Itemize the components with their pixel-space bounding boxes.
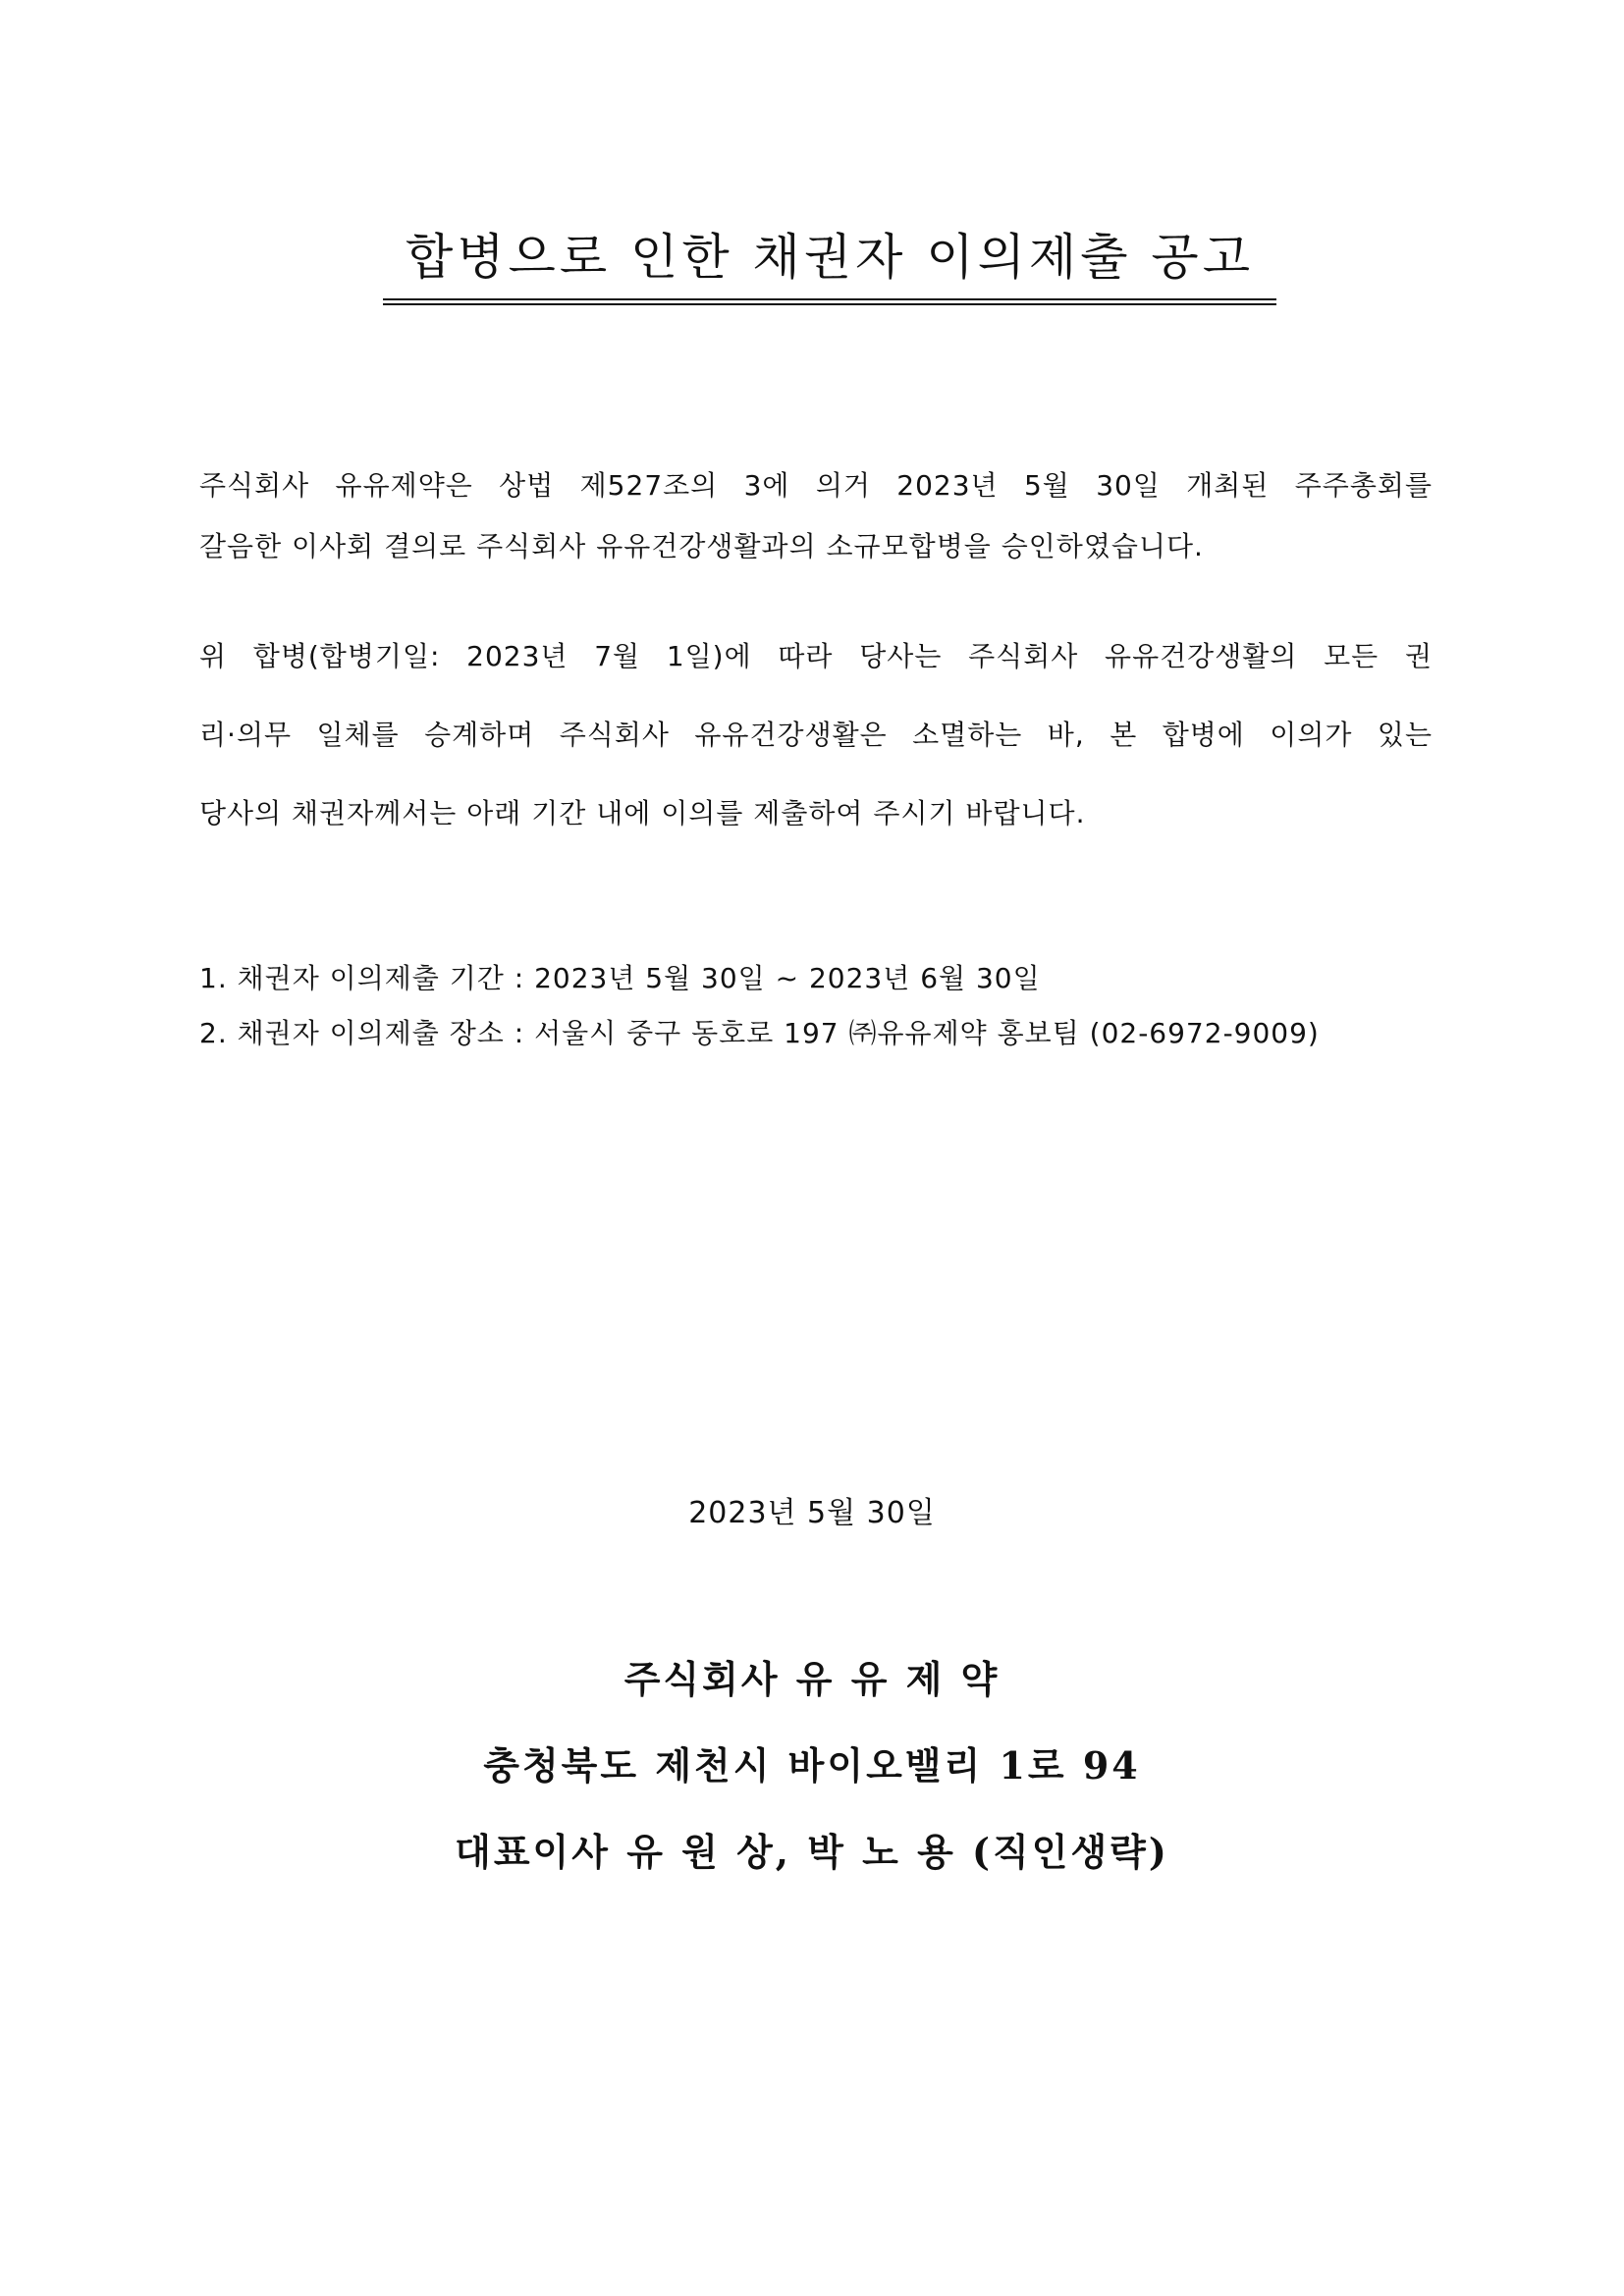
paragraph-line: 당사의 채권자께서는 아래 기간 내에 이의를 제출하여 주시기 바랍니다. — [199, 797, 1086, 829]
company-name: 주식회사 유 유 제 약 — [623, 1657, 1001, 1701]
objection-period-item: 1. 채권자 이의제출 기간 : 2023년 5월 30일 ~ 2023년 6월 30일 — [199, 962, 1041, 994]
paragraph-objection-request — [199, 636, 1433, 872]
paragraph-merger-approval — [199, 465, 1433, 587]
title-double-underline — [383, 298, 1276, 305]
objection-place-item: 2. 채권자 이의제출 장소 : 서울시 중구 동호로 197 ㈜유유제약 홍보팀 (02-6972-9009) — [199, 1017, 1320, 1049]
company-address: 충청북도 제천시 바이오밸리 1로 94 — [483, 1743, 1141, 1788]
page-title: 합병으로 인한 채권자 이의제출 공고 — [405, 229, 1255, 286]
notice-date: 2023년 5월 30일 — [688, 1496, 936, 1530]
objection-details-list — [199, 958, 1320, 1068]
paragraph-line: 리·의무 일체를 승계하며 주식회사 유유건강생활은 소멸하는 바, 본 합병에 이의가 있는 — [199, 719, 1433, 751]
paragraph-line: 주식회사 유유제약은 상법 제527조의 3에 의거 2023년 5월 30일 개최된 주주총회를 — [199, 469, 1433, 502]
representative-line: 대표이사 유 원 상, 박 노 용 (직인생략) — [455, 1830, 1169, 1874]
title-block — [383, 228, 1276, 305]
paragraph-line: 위 합병(합병기일: 2023년 7월 1일)에 따라 당사는 주식회사 유유건강생활의 모든 권 — [199, 640, 1433, 672]
paragraph-line: 갈음한 이사회 결의로 주식회사 유유건강생활과의 소규모합병을 승인하였습니다. — [199, 530, 1204, 562]
